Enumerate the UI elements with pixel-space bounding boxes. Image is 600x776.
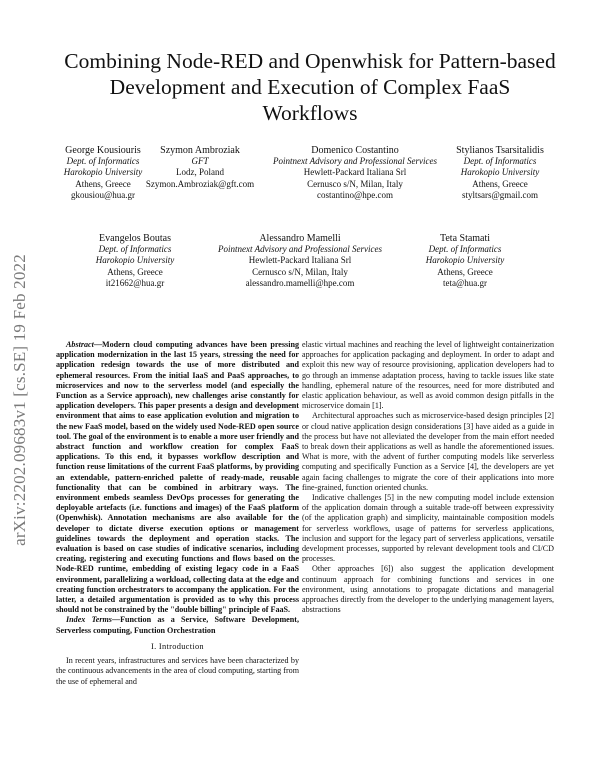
author-email: alessandro.mamelli@hpe.com <box>245 277 355 288</box>
abstract-label: Abstract <box>66 340 94 349</box>
body-paragraph-2: Architectural approaches such as microservice-based design principles [2] or cloud native application design considerations [3] have aided as a guide in the process but have not alleviated the developer from the main effort needed to break down their applications as well as handle the aforementioned issues. What is more, with the advent of further computing models like serverless computing and specifically Function as a Service [4], the developers are yet again facing challenges to migrate the core of their applications into more fine-grained, function oriented chunks. <box>302 411 554 492</box>
author-dept: Dept. of Informatics <box>98 244 172 255</box>
author-org: Hewlett-Packard Italiana Srl <box>303 167 407 178</box>
author-org: Lodz, Poland <box>176 167 224 178</box>
index-terms <box>56 615 299 635</box>
author-name: Szymon Ambroziak <box>160 145 240 156</box>
abstract <box>56 340 299 615</box>
author-name: Teta Stamati <box>439 233 491 244</box>
author-name: Domenico Costantino <box>311 145 399 156</box>
author-name: George Kousiouris <box>65 145 141 156</box>
author-org: Harokopio University <box>460 167 540 178</box>
author-org: Hewlett-Packard Italiana Srl <box>248 255 352 266</box>
abstract-text: —Modern cloud computing advances have been pressing application modernization in the last 15 years, stressing the need for application redesign towards the use of more distributed and ephemeral resources. From the initial IaaS and PaaS approaches, to microservices and now to the serverless model (and especially the Function as a Service approach), new challenges arise constantly for application developers. This paper presents a design and development environment that aims to ease application evolution and migration to the new FaaS model, based on the widely used Node-RED open source tool. The goal of the environment is to enable a more user friendly and abstract function and workflow creation for complex FaaS applications. To this end, it bypasses workflow description and function reuse limitations of the current FaaS platforms, by providing an extendable, pattern-enriched palette of ready-made, reusable functionality that can be combined in arbitrary ways. The environment embeds seamless DevOps processes for generating the deployable artefacts (i.e. functions and images) of the FaaS platform (Openwhisk). Annotation mechanisms are also available for the developer to dictate diverse execution options or management guidelines towards the deployment and operation stacks. The evaluation is based on case studies of indicative scenarios, including creating, registering and executing functions and flows based on the Node-RED runtime, embedding of existing legacy code in a FaaS environment, parallelizing a workload, collecting data at the edge and creating function orchestrators to accompany the application. For the latter, a detailed argumentation is provided as to why this process should not be constrained by the "double billing" principle of FaaS. <box>56 340 299 615</box>
author-city: Szymon.Ambroziak@gft.com <box>145 178 255 189</box>
author-email: it21662@hua.gr <box>105 277 165 288</box>
author-dept: Dept. of Informatics <box>66 156 140 167</box>
author-city: Cernusco s/N, Milan, Italy <box>307 178 403 189</box>
author-org: Harokopio University <box>63 167 143 178</box>
author-6 <box>200 233 400 289</box>
index-terms-text: —Function as a Service, Software Development, Serverless computing, Function Orchestration <box>56 615 299 635</box>
author-city: Athens, Greece <box>437 266 493 277</box>
arxiv-stamp <box>2 200 38 600</box>
author-org: Harokopio University <box>95 255 175 266</box>
author-4 <box>440 145 560 201</box>
author-dept: GFT <box>191 156 209 167</box>
section-heading: I. Introduction <box>151 641 204 651</box>
author-2 <box>140 145 260 190</box>
author-email: teta@hua.gr <box>442 277 488 288</box>
body-paragraph-3: Indicative challenges [5] in the new computing model include extension of the application domain through a suitable trade-off between expressivity (of the application graph) and simplicity, maintainable composition models for serverless workflows, usage of patterns for serverless applications, inclusion and support for the legacy part of serverless applications, versatile development processes, supported by relevant development tools and CI/CD processes. <box>302 493 554 564</box>
index-terms-label: Index Terms <box>66 615 112 625</box>
author-7 <box>410 233 520 289</box>
author-name: Stylianos Tsarsitalidis <box>456 145 544 156</box>
author-email: styltsars@gmail.com <box>461 189 539 200</box>
author-dept: Dept. of Informatics <box>463 156 537 167</box>
author-name: Alessandro Mamelli <box>259 233 341 244</box>
author-email: costantino@hpe.com <box>316 189 394 200</box>
author-dept: Pointnext Advisory and Professional Services <box>218 244 382 255</box>
author-org: Harokopio University <box>425 255 505 266</box>
author-city: Athens, Greece <box>107 266 163 277</box>
author-dept: Dept. of Informatics <box>428 244 502 255</box>
author-city: Athens, Greece <box>75 178 131 189</box>
author-dept: Pointnext Advisory and Professional Services <box>273 156 437 167</box>
body-paragraph-1: elastic virtual machines and reaching the level of lightweight containerization approaches for application packaging and deployment. In order to adapt and exploit this new way of resource provisioning, application developers had to go through an immense adaptation process, having to tackle issues like state handling, ephemeral nature of the resources, need for more distributed and elastic application behaviour, as well as avoid common design pitfalls in the microservice domain [1]. <box>302 340 554 411</box>
author-email: gkousiou@hua.gr <box>70 189 136 200</box>
intro-paragraph: In recent years, infrastructures and services have been characterized by the continuous advancements in the area of cloud computing, starting from the use of ephemeral and <box>56 656 299 686</box>
right-column <box>302 340 554 615</box>
author-city: Athens, Greece <box>472 178 528 189</box>
arxiv-stamp-text: arXiv:2202.09683v1 [cs.SE] 19 Feb 2022 <box>10 254 29 546</box>
author-city: Cernusco s/N, Milan, Italy <box>252 266 348 277</box>
paper-title: Combining Node-RED and Openwhisk for Pattern-based Development and Execution of Complex FaaS Workflows <box>64 49 556 125</box>
author-5 <box>80 233 190 289</box>
author-3 <box>255 145 455 201</box>
left-column <box>56 340 299 687</box>
body-paragraph-4: Other approaches [6]) also suggest the application development continuum approach for combining functions and services in one environment, using annotations to propagate dictations and managerial approaches directly from the developer to the underlying management layers, abstractions <box>302 564 554 615</box>
author-name: Evangelos Boutas <box>99 233 171 244</box>
